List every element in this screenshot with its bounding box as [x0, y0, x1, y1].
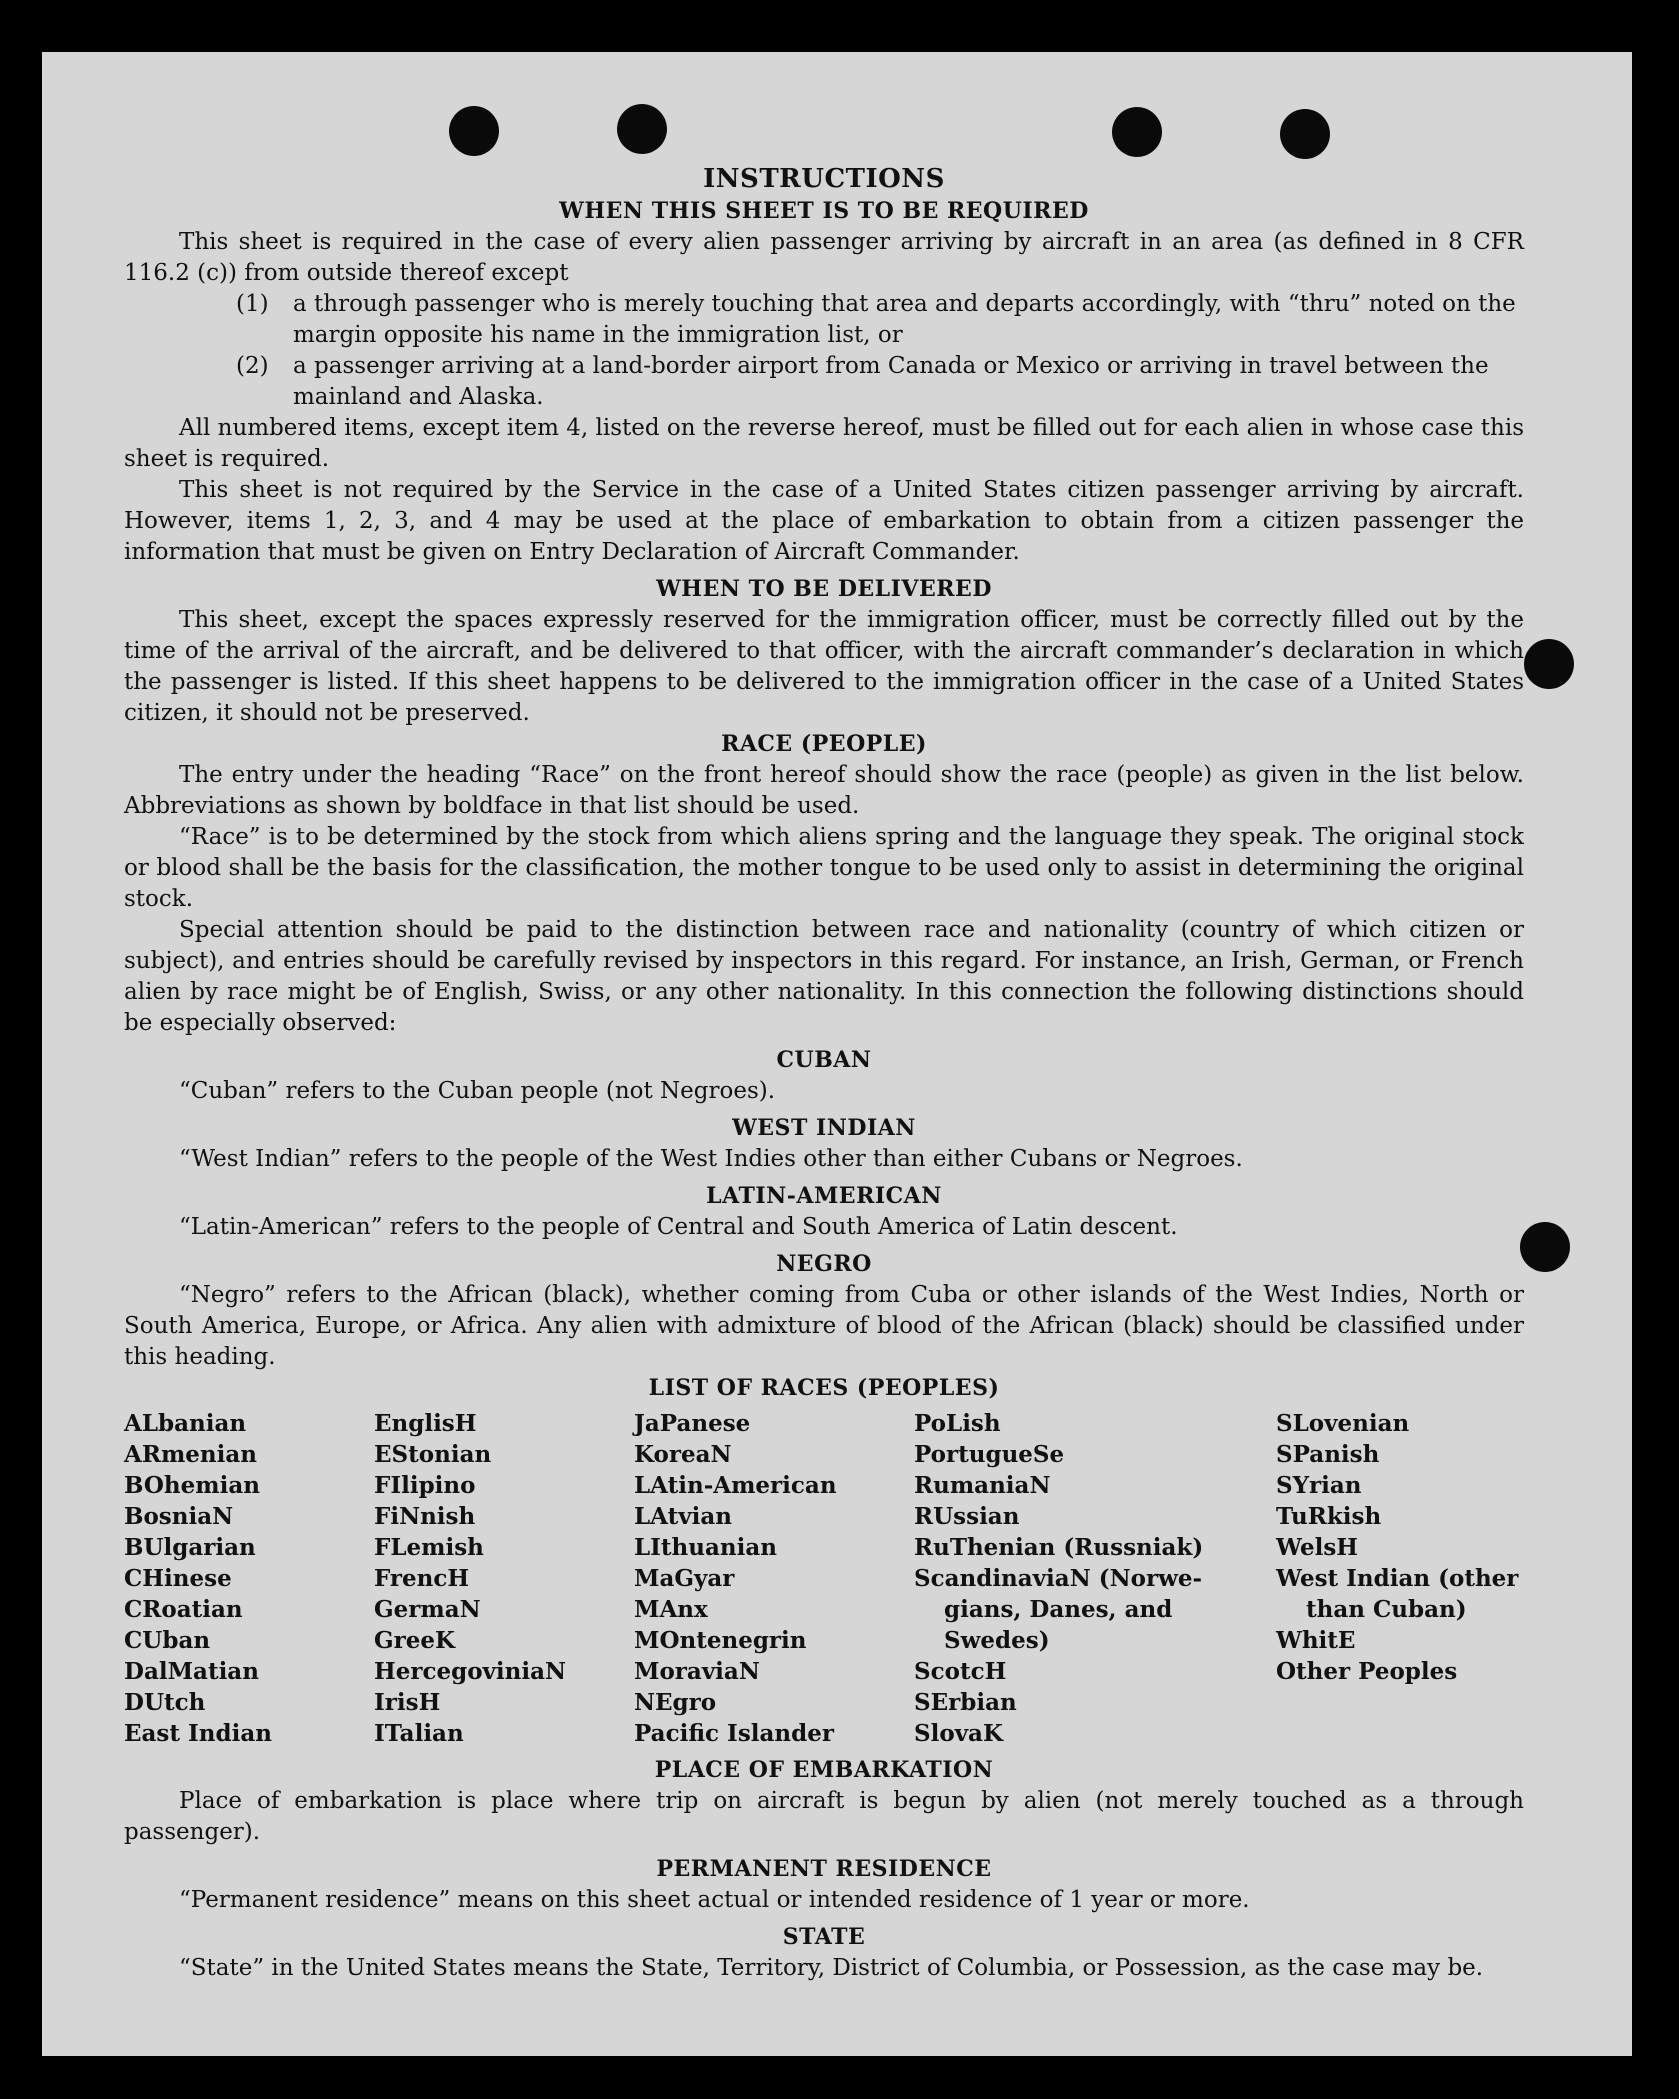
section-heading-latin-american: LATIN-AMERICAN	[706, 1183, 942, 1209]
item-text: a through passenger who is merely touching that area and departs accordingly, with “thru” noted on the margin opposite his name in the immigration list, or	[293, 291, 1516, 348]
race-item: Swedes)	[944, 1627, 1050, 1654]
race-item: BosniaN	[124, 1503, 234, 1530]
paragraph-citizen: This sheet is not required by the Service in the case of a United States citizen passenger arriving by aircraft. However, items 1, 2, 3, and 4 may be used at the place of embarkation to obtain from a citizen passenger the information that must be given on Entry Declaration of Aircraft Commander.	[124, 477, 1524, 565]
race-item: ScotcH	[914, 1658, 1007, 1685]
race-list	[124, 1408, 1524, 1749]
document-sheet	[42, 52, 1632, 2056]
race-item: EStonian	[374, 1441, 492, 1468]
race-item: JaPanese	[634, 1410, 751, 1437]
race-item: CRoatian	[124, 1596, 243, 1623]
paragraph-negro: “Negro” refers to the African (black), whether coming from Cuba or other islands of the West Indies, North or South America, Europe, or Africa. Any alien with admixture of blood of the African (black) should be classified under this heading.	[124, 1282, 1524, 1370]
race-item: ALbanian	[124, 1410, 247, 1437]
race-item: SlovaK	[914, 1720, 1003, 1747]
paragraph-delivered: This sheet, except the spaces expressly reserved for the immigration officer, must be correctly filled out by the time of the arrival of the aircraft, and be delivered to that officer, with the aircraft commander’s declaration in which the passenger is listed. If this sheet happens to be delivered to the immigration officer in the case of a United States citizen, it should not be preserved.	[124, 607, 1524, 726]
race-item: RuThenian (Russniak)	[914, 1534, 1204, 1561]
race-item: Other Peoples	[1276, 1658, 1458, 1685]
punch-hole	[1112, 107, 1162, 157]
section-heading-list-of-races: LIST OF RACES (PEOPLES)	[648, 1375, 1000, 1401]
race-item: SPanish	[1276, 1441, 1380, 1468]
item-number: (2)	[236, 353, 269, 379]
race-item: ARmenian	[124, 1441, 258, 1468]
document-body	[124, 162, 1524, 1984]
race-item: LIthuanian	[634, 1534, 777, 1561]
race-item: RUssian	[914, 1503, 1020, 1530]
race-item: East Indian	[124, 1720, 272, 1747]
race-item: MoraviaN	[634, 1658, 760, 1685]
section-heading-state: STATE	[782, 1924, 866, 1950]
race-item: MaGyar	[634, 1565, 735, 1592]
paragraph-race-2: “Race” is to be determined by the stock from which aliens spring and the language they speak. The original stock or blood shall be the basis for the classification, the mother tongue to be used only to assist in determining the original stock.	[124, 824, 1524, 912]
punch-hole	[1280, 109, 1330, 159]
paragraph-state: “State” in the United States means the State, Territory, District of Columbia, or Possession, as the case may be.	[179, 1955, 1484, 1981]
race-item: DUtch	[124, 1689, 206, 1716]
race-item: ITalian	[374, 1720, 464, 1747]
race-item: BUlgarian	[124, 1534, 256, 1561]
race-item: than Cuban)	[1306, 1596, 1467, 1623]
paragraph-embarkation: Place of embarkation is place where trip on aircraft is begun by alien (not merely touched as a through passenger).	[124, 1788, 1524, 1845]
race-item: WhitE	[1276, 1627, 1356, 1654]
paragraph-latin-american: “Latin-American” refers to the people of Central and South America of Latin descent.	[179, 1214, 1178, 1240]
paragraph-west-indian: “West Indian” refers to the people of the West Indies other than either Cubans or Negroes.	[179, 1146, 1243, 1172]
race-item: IrisH	[374, 1689, 441, 1716]
list-item	[124, 289, 1524, 351]
race-item: HercegoviniaN	[374, 1658, 567, 1685]
race-item: LAtin-American	[634, 1472, 837, 1499]
race-item: FLemish	[374, 1534, 484, 1561]
section-heading-west-indian: WEST INDIAN	[732, 1115, 916, 1141]
section-heading-race: RACE (PEOPLE)	[721, 731, 927, 757]
race-item: GermaN	[374, 1596, 481, 1623]
race-column	[914, 1408, 1276, 1749]
list-item	[124, 351, 1524, 413]
race-item: PortugueSe	[914, 1441, 1065, 1468]
race-item: KoreaN	[634, 1441, 732, 1468]
paragraph-race-1: The entry under the heading “Race” on the front hereof should show the race (people) as given in the list below. Abbreviations as shown by boldface in that list should be used.	[124, 762, 1524, 819]
punch-hole	[1524, 639, 1574, 689]
race-item: NEgro	[634, 1689, 717, 1716]
race-item: West Indian (other	[1276, 1565, 1519, 1592]
race-item: RumaniaN	[914, 1472, 1051, 1499]
item-number: (1)	[236, 291, 269, 317]
race-item: FiNnish	[374, 1503, 476, 1530]
race-item: TuRkish	[1276, 1503, 1382, 1530]
document-title: INSTRUCTIONS	[703, 164, 945, 194]
section-heading-cuban: CUBAN	[776, 1047, 872, 1073]
item-text: a passenger arriving at a land-border airport from Canada or Mexico or arriving in travel between the mainland and Alaska.	[293, 353, 1489, 410]
race-item: FIlipino	[374, 1472, 476, 1499]
race-item: WelsH	[1276, 1534, 1359, 1561]
punch-hole	[617, 104, 667, 154]
race-column	[1276, 1408, 1524, 1749]
section-heading-when-delivered: WHEN TO BE DELIVERED	[656, 576, 992, 602]
race-item: SYrian	[1276, 1472, 1362, 1499]
race-item: LAtvian	[634, 1503, 732, 1530]
section-heading-when-required: WHEN THIS SHEET IS TO BE REQUIRED	[559, 198, 1089, 224]
punch-hole	[1520, 1222, 1570, 1272]
race-column	[124, 1408, 374, 1749]
paragraph-race-3: Special attention should be paid to the distinction between race and nationality (country of which citizen or subject), and entries should be carefully revised by inspectors in this regard. For instance, an Irish, German, or French alien by race might be of English, Swiss, or any other nationality. In this connection the following distinctions should be especially observed:	[124, 917, 1524, 1036]
section-heading-residence: PERMANENT RESIDENCE	[656, 1856, 992, 1882]
section-heading-embarkation: PLACE OF EMBARKATION	[654, 1757, 994, 1783]
race-item: Pacific Islander	[634, 1720, 834, 1747]
race-item: FrencH	[374, 1565, 470, 1592]
race-item: ScandinaviaN (Norwe-	[914, 1565, 1203, 1592]
race-item: DalMatian	[124, 1658, 259, 1685]
section-heading-negro: NEGRO	[776, 1251, 872, 1277]
race-item: SErbian	[914, 1689, 1017, 1716]
paragraph-intro: This sheet is required in the case of every alien passenger arriving by aircraft in an area (as defined in 8 CFR 116.2 (c)) from outside thereof except	[124, 229, 1524, 286]
race-item: gians, Danes, and	[944, 1596, 1173, 1623]
race-column	[634, 1408, 914, 1749]
race-item: PoLish	[914, 1410, 1001, 1437]
paragraph-residence: “Permanent residence” means on this sheet actual or intended residence of 1 year or more.	[179, 1887, 1250, 1913]
race-item: BOhemian	[124, 1472, 260, 1499]
race-item: EnglisH	[374, 1410, 477, 1437]
race-item: CHinese	[124, 1565, 232, 1592]
race-item: MAnx	[634, 1596, 708, 1623]
paragraph-numbered-items: All numbered items, except item 4, listed on the reverse hereof, must be filled out for each alien in whose case this sheet is required.	[124, 415, 1524, 472]
paragraph-cuban: “Cuban” refers to the Cuban people (not Negroes).	[179, 1078, 776, 1104]
punch-hole	[449, 106, 499, 156]
race-item: CUban	[124, 1627, 211, 1654]
race-item: MOntenegrin	[634, 1627, 807, 1654]
race-item: GreeK	[374, 1627, 456, 1654]
race-item: SLovenian	[1276, 1410, 1410, 1437]
race-column	[374, 1408, 634, 1749]
